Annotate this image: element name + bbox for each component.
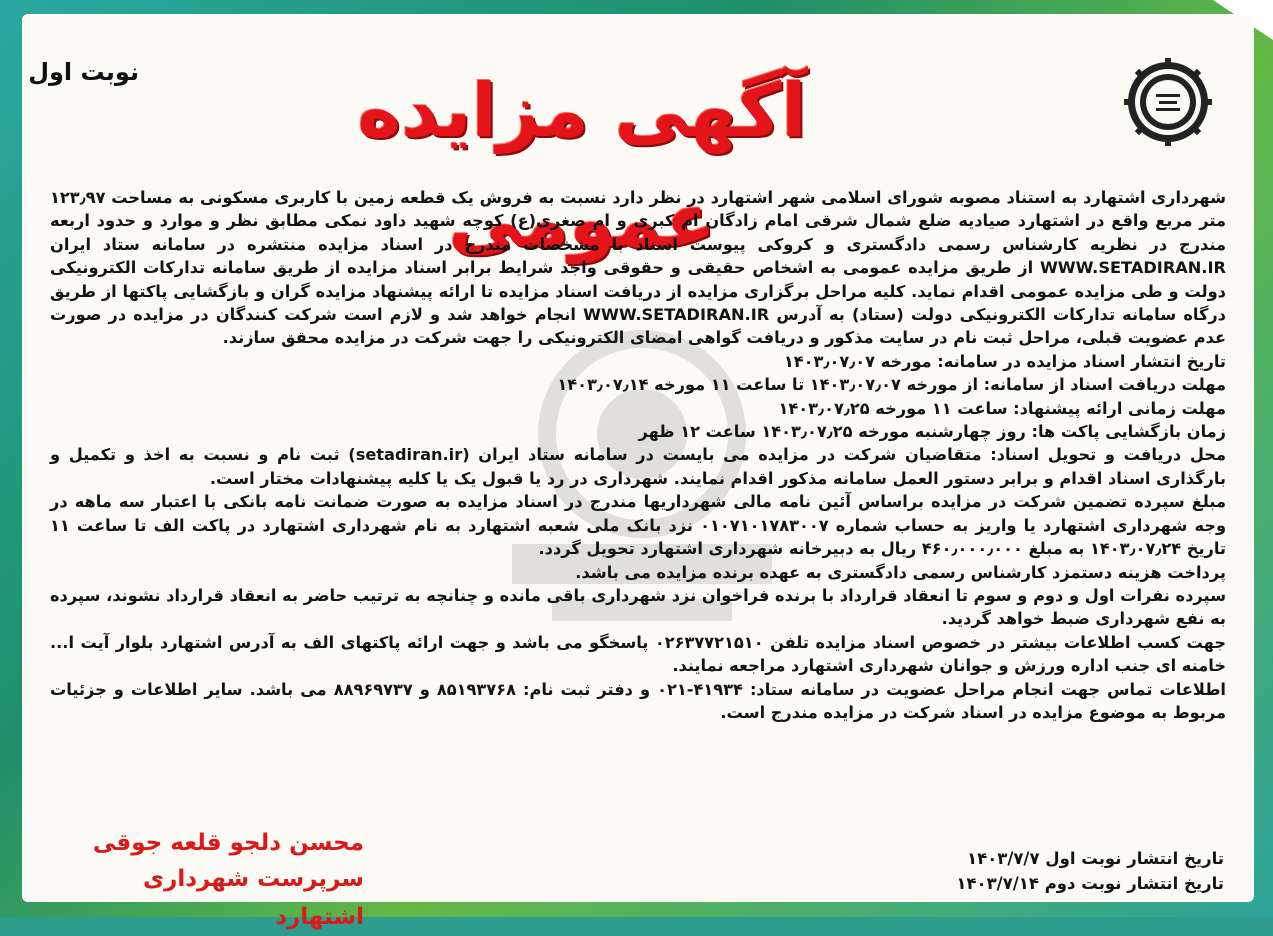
publication-dates — [804, 846, 1224, 896]
round-label: نوبت اول — [28, 58, 139, 86]
municipality-logo-icon — [1122, 54, 1214, 154]
paragraph-deposit: مبلغ سپرده تضمین شرکت در مزایده براساس آئین نامه مالی شهرداریها مندرج در اسناد مزایده به صورت ضمانت نامه بانکی با اعتبار سه ماهه در وجه شهرداری اشتهارد یا واریز به حساب شماره ۰۱۰۷۱۰۱۷۸۳۰۰۷ نزد بانک ملی شعبه اشتهارد به نام شهرداری اشتهارد در پاکت الف تا ساعت ۱۱ تاریخ ۱۴۰۳٫۰۷٫۲۴ به مبلغ ۴۶۰٫۰۰۰٫۰۰۰ ریال به دبیرخانه شهرداری اشتهارد تحویل گردد. — [50, 492, 1227, 559]
paragraph-contact-info: جهت کسب اطلاعات بیشتر در خصوص اسناد مزایده تلفن ۰۲۶۳۷۷۲۱۵۱۰ پاسخگو می باشد و جهت ارائه پاکتهای الف به آدرس اشتهارد بلوار آیت ا... خامنه ای جنب اداره ورزش و جوانان شهرداری اشتهارد مراجعه نمایند. — [50, 632, 1226, 676]
publication-date-first: تاریخ انتشار نوبت اول ۱۴۰۳/۷/۷ — [967, 849, 1224, 868]
paragraph-setad-contact: اطلاعات تماس جهت انجام مراحل عضویت در سامانه ستاد: ۴۱۹۳۴-۰۲۱ و دفتر ثبت نام: ۸۵۱۹۳۷۶۸ و ۸۸۹۶۹۷۳۷ می باشد. سایر اطلاعات و جزئیات مربوط به موضوع مزایده در اسناد شرکت در مزایده مندرج است. — [50, 679, 1226, 722]
paragraph-document-deadline: مهلت دریافت اسناد از سامانه: از مورخه ۱۴۰۳٫۰۷٫۰۷ تا ساعت ۱۱ مورخه ۱۴۰۳٫۰۷٫۱۴ — [557, 375, 1226, 395]
paragraph-publish-date: تاریخ انتشار اسناد مزایده در سامانه: مورخه ۱۴۰۳٫۰۷٫۰۷ — [783, 351, 1226, 371]
paragraph-submission-place: محل دریافت و تحویل اسناد: متقاضیان شرکت در مزایده می بایست در سامانه ستاد ایران (setadiran.ir) ثبت نام و نسبت به اخذ و تکمیل و بارگذاری اسناد اقدام و برابر دستور العمل سامانه مذکور اقدام نمایند. شهرداری در رد یا قبول یک یا کلیه پیشنهادات مختار است. — [50, 445, 1226, 488]
signature-block — [74, 826, 364, 936]
notice-paper — [22, 14, 1254, 930]
paragraph-intro: شهرداری اشتهارد به استناد مصوبه شورای اسلامی شهر اشتهارد در نظر دارد نسبت به فروش یک قطعه زمین با کاربری مسکونی به مساحت ۱۲۳٫۹۷ متر مربع واقع در اشتهارد صیادیه ضلع شمال شرقی امام زادگان ام کبری و ام صغری(ع) کوچه شهید داود نمکی مطابق نظر و موارد و حدود اربعه مندرج در نظریه کارشناس رسمی دادگستری و کروکی پیوست اسناد با مشخصات مندرج در اسناد مزایده منتشره در سامانه ستاد ایران WWW.SETADIRAN.IR از طریق مزایده عمومی به اشخاص حقیقی و حقوقی واجد شرایط برابر اسناد مزایده از طریق سامانه تدارکات الکترونیکی دولت و طی مزایده عمومی اقدام نماید. کلیه مراحل برگزاری مزایده از دریافت اسناد مزایده تا ارائه پیشنهاد مزایده گران و بازگشایی پاکتها از طریق درگاه سامانه تدارکات الکترونیکی دولت (ستاد) به آدرس WWW.SETADIRAN.IR انجام خواهد شد و لازم است شرکت کنندگان در مزایده در صورت عدم عضویت قبلی، مراحل ثبت نام در سایت مذکور و دریافت گواهی امضای الکترونیکی را جهت شرکت در مزایده محقق سازند. — [50, 188, 1226, 348]
publication-date-second: تاریخ انتشار نوبت دوم ۱۴۰۳/۷/۱۴ — [956, 874, 1224, 893]
signatory-name: محسن دلجو قلعه جوقی — [92, 830, 364, 856]
paragraph-expert-fee: پرداخت هزینه دستمزد کارشناس رسمی دادگستری به عهده برنده مزایده می باشد. — [575, 562, 1226, 582]
paragraph-opening-time: زمان بازگشایی پاکت ها: روز چهارشنبه مورخه ۱۴۰۳٫۰۷٫۲۵ ساعت ۱۲ ظهر — [638, 422, 1226, 442]
notice-title: آگهی مزایده عمومی — [357, 68, 807, 264]
notice-body — [50, 186, 1226, 724]
paragraph-offer-deadline: مهلت زمانی ارائه پیشنهاد: ساعت ۱۱ مورخه ۱۴۰۳٫۰۷٫۲۵ — [778, 398, 1226, 418]
signatory-role: سرپرست شهرداری اشتهارد — [143, 866, 364, 930]
paragraph-winner-deposit: سپرده نفرات اول و دوم و سوم تا انعقاد قرارداد با برنده فراخوان نزد شهرداری باقی مانده و چنانچه به ترتیب حاضر به انعقاد قرارداد نشوند، سپرده به نفع شهرداری ضبط خواهد گردید. — [50, 585, 1226, 629]
